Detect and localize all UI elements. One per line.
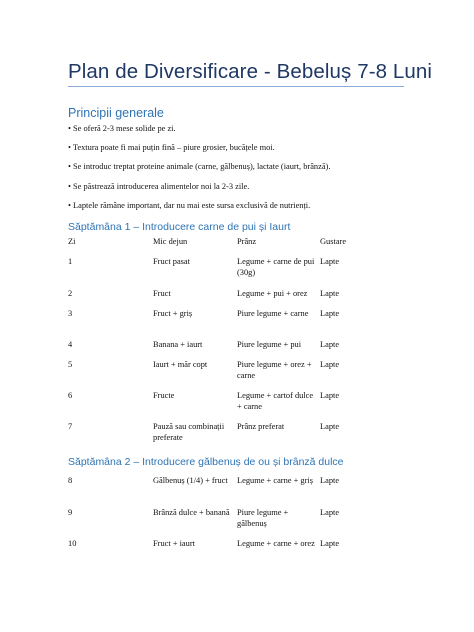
principle-item: • Se păstrează introducerea alimentelor noi la 2-3 zile.	[68, 182, 250, 191]
title-underline	[68, 86, 404, 87]
table-cell: 7	[68, 422, 73, 431]
table-cell: Brânză dulce + banană	[153, 508, 230, 517]
principle-item: • Se oferă 2-3 mese solide pe zi.	[68, 124, 176, 133]
table-cell: Lapte	[320, 539, 340, 548]
table-cell: Lapte	[320, 391, 340, 400]
table-cell: 1	[68, 257, 73, 266]
table-cell: Prânz preferat	[237, 422, 285, 431]
table-cell: Lapte	[320, 257, 340, 266]
week2-heading: Săptămâna 2 – Introducere gălbenuș de ou și brânză dulce	[68, 456, 344, 468]
table-cell: Banana + iaurt	[153, 340, 203, 349]
principle-item: • Laptele rămâne important, dar nu mai este sursa exclusivă de nutrienți.	[68, 201, 311, 210]
table-cell: 5	[68, 360, 73, 369]
table-cell: 4	[68, 340, 73, 349]
table-cell: 2	[68, 289, 73, 298]
table-cell: Pauză sau combinații preferate	[153, 422, 225, 442]
table-header-lunch: Prânz	[237, 237, 257, 246]
table-header-breakfast: Mic dejun	[153, 237, 188, 246]
table-cell: Legume + pui + orez	[237, 289, 308, 298]
page-title: Plan de Diversificare - Bebeluș 7-8 Luni	[68, 60, 433, 83]
table-cell: 6	[68, 391, 73, 400]
table-cell: Iaurt + măr copt	[153, 360, 208, 369]
table-cell: Legume + carne + griș	[237, 476, 313, 485]
table-cell: Fruct	[153, 289, 171, 298]
table-header-day: Zi	[68, 237, 76, 246]
table-cell: Lapte	[320, 309, 340, 318]
week1-heading: Săptămâna 1 – Introducere carne de pui și Iaurt	[68, 221, 291, 233]
principles-heading: Principii generale	[68, 106, 164, 120]
table-cell: 9	[68, 508, 73, 517]
table-cell: Lapte	[320, 476, 340, 485]
table-cell: Lapte	[320, 289, 340, 298]
table-header-snack: Gustare	[320, 237, 347, 246]
table-cell: Piure legume + carne	[237, 309, 309, 318]
table-cell: Fructe	[153, 391, 175, 400]
table-cell: Piure legume + gălbenuș	[237, 508, 289, 528]
principle-item: • Textura poate fi mai puțin fină – piure grosier, bucățele moi.	[68, 143, 275, 152]
table-cell: Lapte	[320, 508, 340, 517]
table-cell: 3	[68, 309, 73, 318]
table-cell: Lapte	[320, 360, 340, 369]
table-cell: Piure legume + orez + carne	[237, 360, 312, 380]
table-cell: 8	[68, 476, 73, 485]
principle-item: • Se introduc treptat proteine animale (carne, gălbenuș), lactate (iaurt, brânză).	[68, 162, 331, 171]
table-cell: Piure legume + pui	[237, 340, 302, 349]
table-cell: 10	[68, 539, 77, 548]
table-cell: Fruct + iaurt	[153, 539, 195, 548]
table-cell: Legume + carne de pui (30g)	[237, 257, 315, 277]
table-cell: Fruct + griș	[153, 309, 193, 318]
table-cell: Legume + cartof dulce + carne	[237, 391, 314, 411]
table-cell: Lapte	[320, 422, 340, 431]
table-cell: Legume + carne + orez	[237, 539, 315, 548]
table-cell: Lapte	[320, 340, 340, 349]
table-cell: Fruct pasat	[153, 257, 190, 266]
table-cell: Gălbenuș (1/4) + fruct	[153, 476, 228, 485]
